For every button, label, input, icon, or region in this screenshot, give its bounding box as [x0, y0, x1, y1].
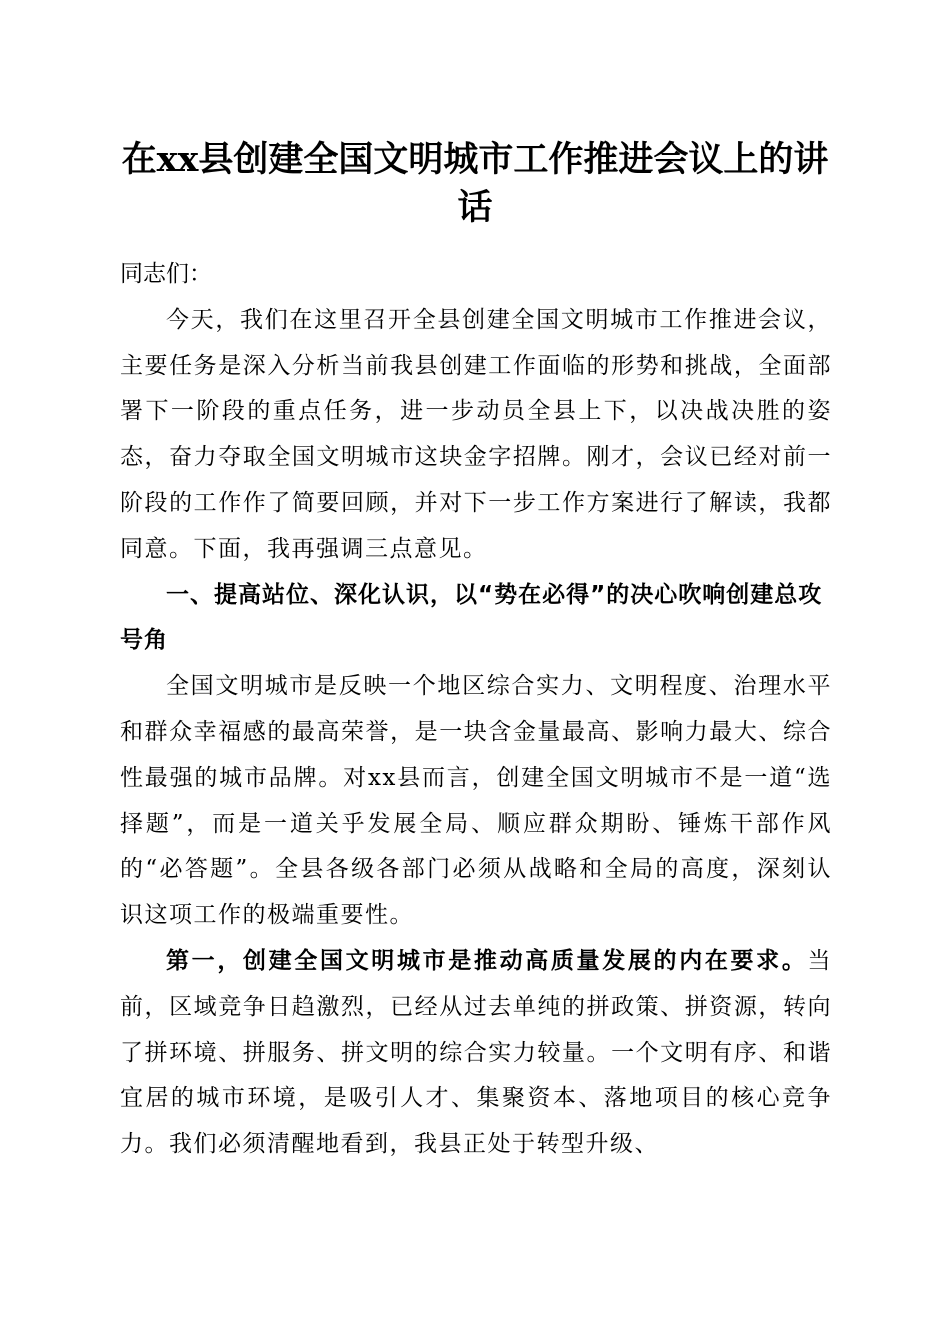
point-1-lead: 第一，创建全国文明城市是推动高质量发展的内在要求。	[166, 947, 808, 974]
intro-paragraph: 今天，我们在这里召开全县创建全国文明城市工作推进会议，主要任务是深入分析当前我县创建工作面临的形势和挑战，全面部署下一阶段的重点任务，进一步动员全县上下，以决战决胜的姿态，奋力夺取全国文明城市这块金字招牌。刚才，会议已经对前一阶段的工作作了简要回顾，并对下一步工作方案进行了解读，我都同意。下面，我再强调三点意见。	[120, 306, 832, 562]
point-1-body: 当前，区域竞争日趋激烈，已经从过去单纯的拼政策、拼资源，转向了拼环境、拼服务、拼文明的综合实力较量。一个文明有序、和谐宜居的城市环境，是吸引人才、集聚资本、落地项目的核心竞争力。我们必须清醒地看到，我县正处于转型升级、	[120, 947, 832, 1158]
section-heading-1: 一、提高站位、深化认识，以“势在必得”的决心吹响创建总攻号角	[120, 581, 823, 654]
speech-body	[120, 252, 832, 1168]
point-1-paragraph	[120, 939, 832, 1168]
salutation: 同志们：	[120, 261, 212, 287]
section-1-paragraph: 全国文明城市是反映一个地区综合实力、文明程度、治理水平和群众幸福感的最高荣誉，是一块含金量最高、影响力最大、综合性最强的城市品牌。对xx县而言，创建全国文明城市不是一道“选择题”，而是一道关乎发展全局、顺应群众期盼、锤炼干部作风的“必答题”。全县各级各部门必须从战略和全局的高度，深刻认识这项工作的极端重要性。	[120, 673, 832, 929]
page-title: 在xx县创建全国文明城市工作推进会议上的讲话	[121, 139, 829, 228]
